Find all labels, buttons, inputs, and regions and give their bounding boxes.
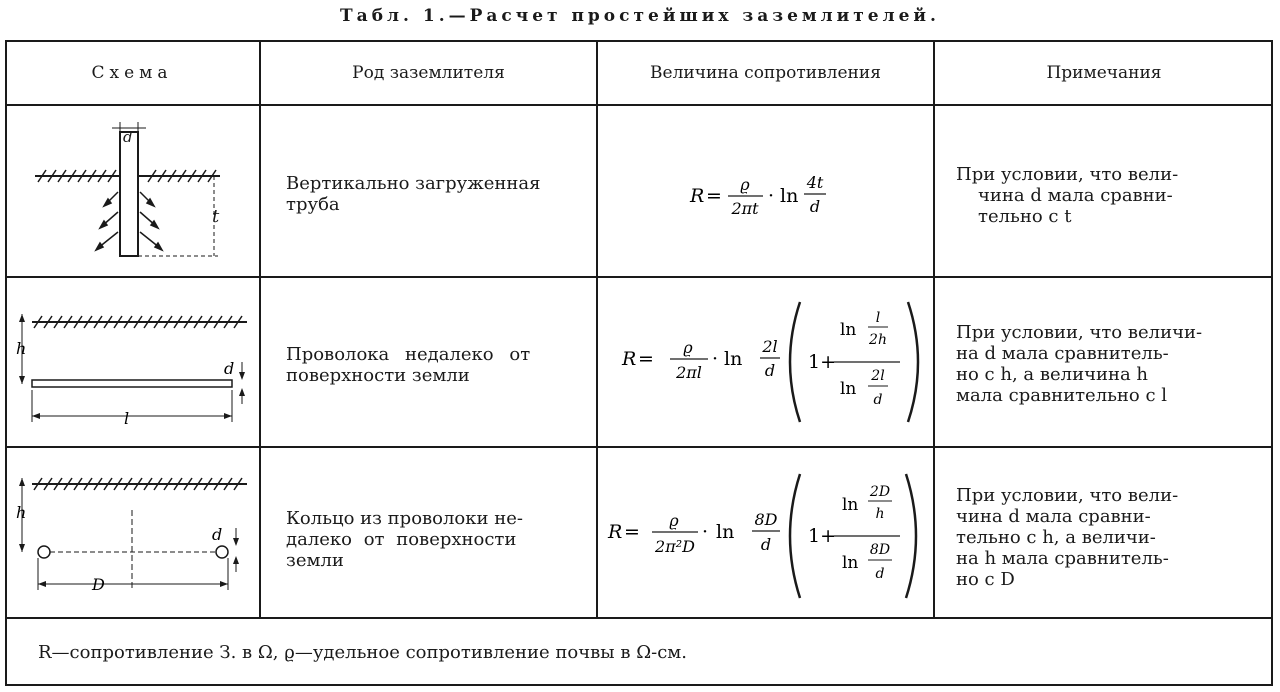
row-divider-1 (5, 276, 1273, 278)
svg-text:l: l (875, 310, 881, 326)
formula-row2 (612, 290, 932, 440)
svg-text:ln: ln (780, 185, 799, 207)
row2-type: Проволока недалеко от поверхности земли (286, 344, 531, 386)
svg-text:2πt: 2πt (731, 199, 759, 218)
table-footnote: R—сопротивление З. в Ω, ϱ—удельное сопротивление почвы в Ω-см. (38, 642, 688, 663)
header-scheme: Схема (91, 63, 173, 83)
row1-type: Вертикально загруженная труба (286, 173, 541, 215)
svg-text:h: h (16, 503, 27, 522)
col-divider-1 (259, 40, 261, 618)
svg-text:d: d (224, 359, 235, 378)
row1-note: При условии, что вели- чина d мала сравни- тельно с t (956, 164, 1179, 227)
scheme-horizontal-wire (12, 292, 252, 442)
svg-text:ln: ln (840, 379, 857, 399)
svg-text:2D: 2D (869, 484, 891, 500)
svg-text:1+: 1+ (808, 525, 837, 547)
svg-text:=: = (706, 185, 722, 207)
svg-text:R: R (608, 521, 623, 543)
svg-text:l: l (124, 409, 130, 428)
table-title: Табл. 1.—Расчет простейших заземлителей. (340, 6, 940, 26)
header-resistance: Величина сопротивления (650, 63, 881, 83)
svg-text:h: h (875, 506, 885, 522)
col-divider-2 (596, 40, 598, 618)
svg-text:8D: 8D (869, 542, 891, 558)
svg-text:ϱ: ϱ (683, 338, 693, 357)
svg-text:ln: ln (840, 320, 857, 340)
svg-text:2l: 2l (871, 368, 885, 384)
svg-text:2π²D: 2π²D (655, 537, 695, 556)
svg-text:·: · (712, 348, 719, 370)
row-divider-3 (5, 617, 1273, 619)
col-divider-3 (933, 40, 935, 618)
row2-note: При условии, что величи- на d мала сравнитель- но с h, а величина h мала сравнительно с l (956, 322, 1203, 406)
svg-text:R: R (622, 348, 637, 370)
svg-text:ln: ln (842, 495, 859, 515)
row-divider-2 (5, 446, 1273, 448)
svg-text:d: d (212, 525, 223, 544)
formula-row1 (680, 162, 880, 232)
svg-text:D: D (92, 575, 105, 594)
svg-text:ln: ln (724, 348, 743, 370)
svg-text:1+: 1+ (808, 351, 837, 373)
svg-text:·: · (768, 185, 775, 207)
svg-text:ln: ln (716, 521, 735, 543)
svg-text:h: h (16, 339, 27, 358)
row3-type: Кольцо из проволоки не- далеко от поверхности земли (286, 508, 523, 571)
svg-text:4t: 4t (806, 173, 824, 192)
svg-text:ln: ln (842, 553, 859, 573)
svg-text:·: · (702, 521, 709, 543)
header-type: Род заземлителя (352, 63, 505, 83)
svg-text:2h: 2h (869, 332, 887, 348)
svg-text:=: = (638, 348, 654, 370)
row3-note: При условии, что вели- чина d мала сравни- тельно с h, а величи- на h мала сравнитель- но с D (956, 485, 1179, 590)
svg-text:2πl: 2πl (676, 363, 702, 382)
svg-text:ϱ: ϱ (740, 175, 750, 194)
svg-text:8D: 8D (754, 510, 778, 529)
svg-text:R: R (690, 185, 705, 207)
scheme1-label-t: t (212, 206, 220, 227)
header-notes: Примечания (1046, 63, 1162, 83)
svg-text:=: = (624, 521, 640, 543)
scheme-vertical-pipe (20, 112, 245, 272)
scheme-ring-wire (12, 462, 252, 612)
row-divider-header (5, 104, 1273, 106)
svg-text:d: d (760, 535, 772, 554)
formula-row3 (602, 460, 932, 615)
svg-text:d: d (875, 566, 885, 582)
svg-text:ϱ: ϱ (669, 511, 679, 530)
svg-text:d: d (809, 197, 821, 216)
scheme1-label-d: d (123, 128, 133, 146)
svg-text:2l: 2l (762, 337, 778, 356)
svg-text:d: d (873, 392, 883, 408)
svg-text:d: d (764, 361, 776, 380)
